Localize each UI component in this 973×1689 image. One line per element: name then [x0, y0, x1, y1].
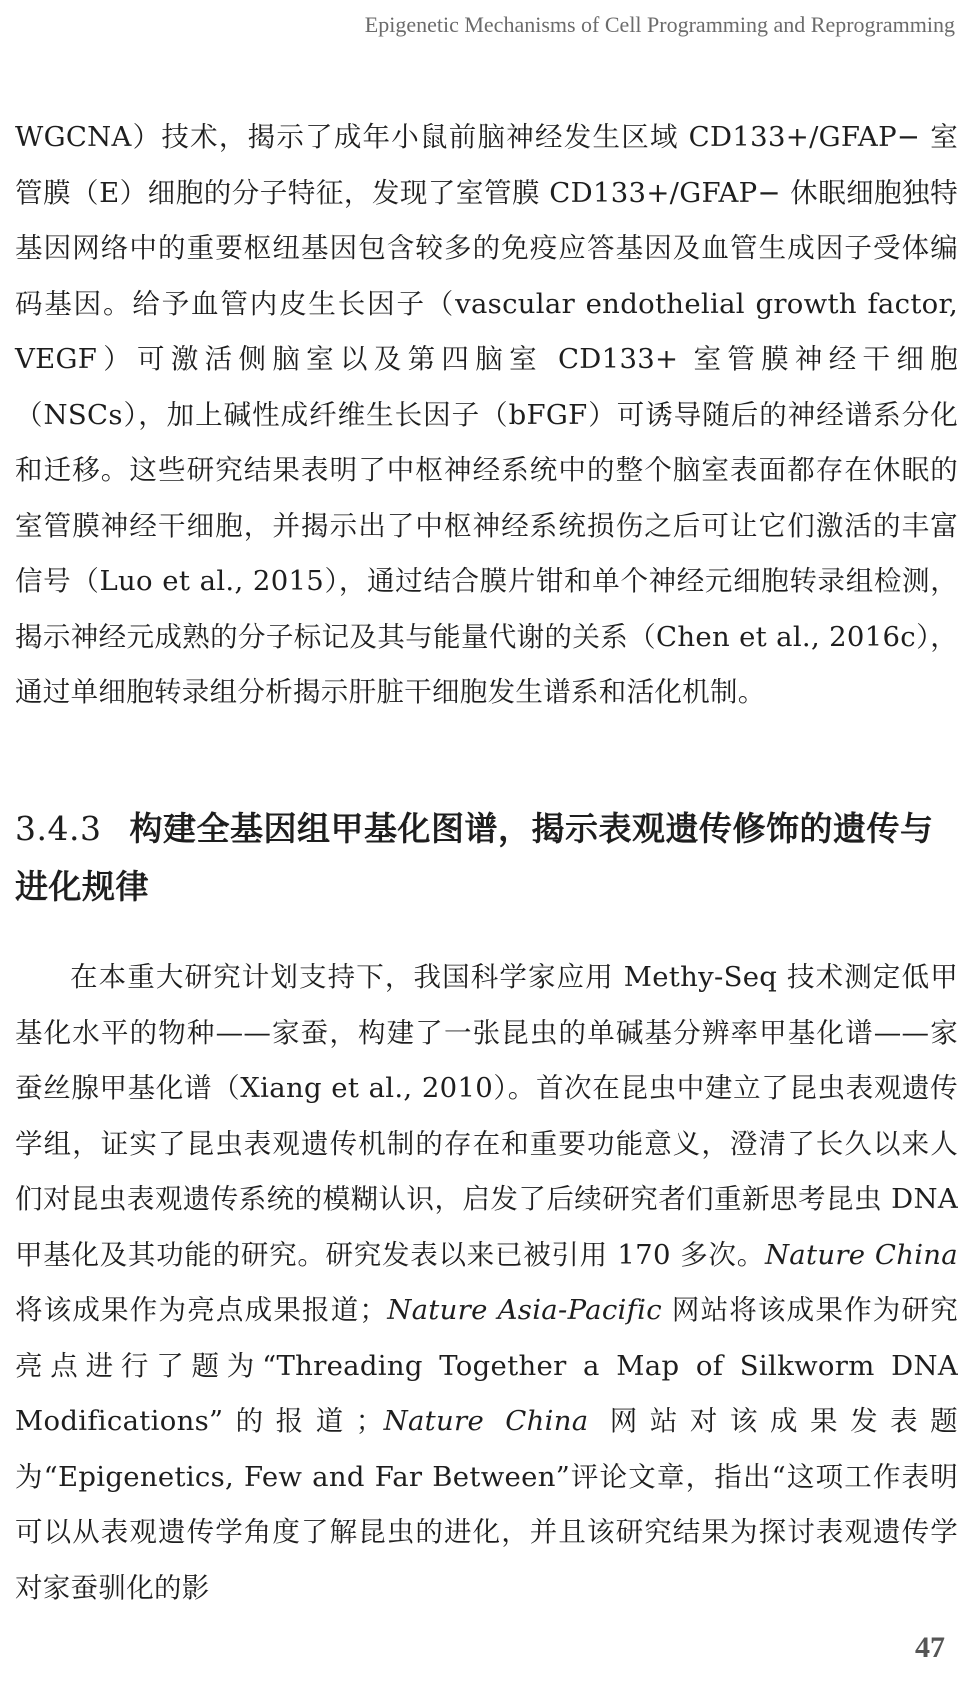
paragraph-text: WGCNA）技术，揭示了成年小鼠前脑神经发生区域 CD133+/GFAP− 室管膜（E）细胞的分子特征，发现了室管膜 CD133+/GFAP− 休眠细胞独特基因网络中的重要枢纽基因包含较多的免疫应答基因及血管生成因子受体编码基因。给予血管内皮生长因子（vascular endothelial growth factor, VEGF）可激活侧脑室以及第四脑室 CD133+ 室管膜神经干细胞（NSCs），加上碱性成纤维生长因子（bFGF）可诱导随后的神经谱系分化和迁移。这些研究结果表明了中枢神经系统中的整个脑室表面都存在休眠的室管膜神经干细胞，并揭示出了中枢神经系统损伤之后可让它们激活的丰富信号（Luo et al., 2015），通过结合膜片钳和单个神经元细胞转录组检测，揭示神经元成熟的分子标记及其与能量代谢的关系（Chen et al., 2016c），通过单细胞转录组分析揭示肝脏干细胞发生谱系和活化机制。 — [15, 121, 958, 708]
paragraph-text-part: 在本重大研究计划支持下，我国科学家应用 Methy-Seq 技术测定低甲基化水平的物种——家蚕，构建了一张昆虫的单碱基分辨率甲基化谱——家蚕丝腺甲基化谱（Xiang et al., 2010）。首次在昆虫中建立了昆虫表观遗传学组，证实了昆虫表观遗传机制的存在和重要功能意义，澄清了长久以来人们对昆虫表观遗传系统的模糊认识，启发了后续研究者们重新思考昆虫 DNA 甲基化及其功能的研究。研究发表以来已被引用 170 多次。 — [15, 961, 958, 1271]
paragraph-text — [15, 950, 958, 1616]
page-number: 47 — [915, 1631, 945, 1664]
body-paragraph — [15, 950, 958, 1616]
running-header: Epigenetic Mechanisms of Cell Programming and Reprogramming — [364, 12, 955, 37]
section-title: 构建全基因组甲基化图谱，揭示表观遗传修饰的遗传与进化规律 — [15, 809, 934, 906]
paragraph-text-part: 将该成果作为亮点成果报道； — [15, 1294, 388, 1326]
journal-name: Nature China — [383, 1405, 589, 1437]
paragraph-text-part: 网站对该成果发表题为“Epigenetics, Few and Far Between”评论文章，指出“这项工作表明可以从表观遗传学角度了解昆虫的进化，并且该研究结果为探讨表观遗传学对家蚕驯化的影 — [15, 1405, 958, 1604]
section-heading — [15, 800, 958, 916]
section-number: 3.4.3 — [15, 809, 102, 848]
body-paragraph-continued — [15, 110, 958, 721]
paragraph-text-part: 网站将该成果作为研究亮点进行了题为“Threading Together a Map of Silkworm DNA Modifications”的报道； — [15, 1294, 958, 1437]
journal-name: Nature China — [764, 1238, 959, 1271]
journal-name: Nature Asia-Pacific — [387, 1294, 662, 1326]
